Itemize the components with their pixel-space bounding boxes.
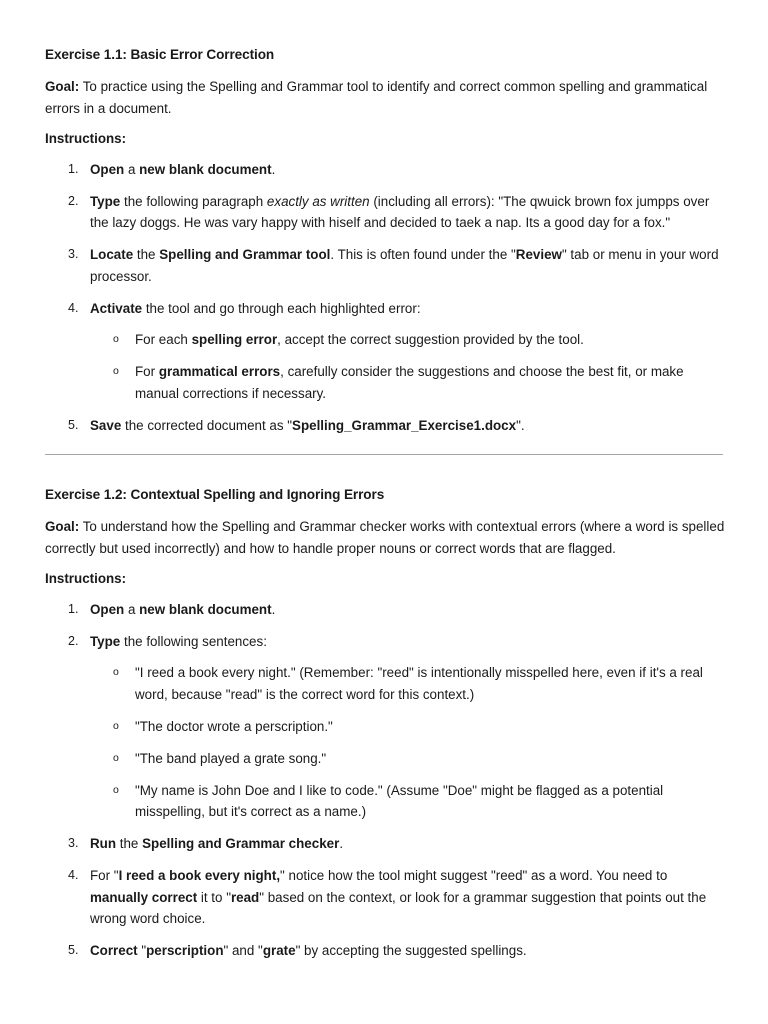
goal-text: To understand how the Spelling and Grammar checker works with contextual errors (where a word is spelled correctly but used incorrectly) and how to handle proper nouns or correct words that are flagged.	[45, 519, 725, 556]
step-3	[45, 833, 725, 855]
step-keyword: Run	[90, 836, 117, 851]
exercise-1-title: Exercise 1.1: Basic Error Correction	[45, 47, 275, 62]
step-text: the following sentences:	[120, 633, 267, 649]
sub-item	[90, 748, 725, 770]
step-keyword: Save	[90, 417, 122, 433]
exercise-1-goal	[45, 76, 725, 119]
sub-item	[90, 780, 725, 823]
step-keyword: read	[230, 889, 260, 905]
step-2	[45, 191, 725, 234]
sub-text: "The doctor wrote a perscription."	[135, 718, 333, 734]
step-2	[45, 631, 725, 823]
step-text: a	[124, 161, 140, 177]
exercise-1-steps	[45, 159, 725, 437]
step-text: .	[271, 601, 276, 617]
step-text: the	[116, 836, 143, 851]
step-keyword: new blank document	[139, 161, 272, 177]
bullet-icon: o	[113, 666, 119, 678]
exercise-2-steps	[45, 599, 725, 962]
step-number: 4.	[68, 300, 79, 315]
step-text: the corrected document as "	[121, 417, 293, 433]
step-keyword: perscription	[146, 943, 224, 958]
section-divider	[45, 454, 723, 455]
step-text: the tool and go through each highlighted error:	[142, 300, 421, 316]
goal-label: Goal:	[45, 519, 80, 534]
bullet-icon: o	[113, 365, 119, 377]
step-keyword: Spelling and Grammar checker	[142, 836, 340, 851]
step-number: 4.	[68, 868, 79, 882]
step-text: the following paragraph	[120, 193, 267, 209]
step-keyword: Open	[90, 161, 125, 177]
sub-item	[90, 361, 725, 404]
step-keyword: I reed a book every night,	[118, 868, 281, 883]
goal-label: Goal:	[45, 79, 80, 94]
step-keyword: Type	[90, 633, 121, 649]
goal-text: To practice using the Spelling and Grammar tool to identify and correct common spelling and grammatical errors in a document.	[45, 79, 708, 116]
step-number: 1.	[68, 161, 79, 176]
step-text: ".	[516, 417, 525, 433]
exercise-2-title: Exercise 1.2: Contextual Spelling and Ignoring Errors	[45, 487, 385, 502]
step-text: " and "	[223, 943, 263, 958]
step-text: (including all errors): "The qwuick brown fox jumpps over the lazy doggs. He was vary happy with hiself and decided to taek a nap. Its a good day for a fox."	[90, 193, 710, 230]
step-text: " by accepting the suggested spellings.	[295, 943, 527, 958]
step-number: 2.	[68, 633, 79, 648]
step-keyword: grate	[262, 943, 296, 958]
step-text: the	[133, 247, 160, 262]
sub-item	[90, 329, 725, 351]
step-number: 1.	[68, 601, 79, 616]
sub-text: , carefully consider the suggestions and choose the best fit, or make manual corrections if necessary.	[135, 364, 684, 401]
step-5	[45, 940, 725, 962]
step-keyword: Type	[90, 193, 121, 209]
step-4-sublist	[90, 329, 725, 404]
exercise-2-goal	[45, 516, 725, 559]
sub-text: "The band played a grate song."	[135, 750, 327, 766]
sub-text: For each	[135, 332, 192, 347]
step-text: . This is often found under the "	[330, 247, 516, 262]
step-4	[45, 298, 725, 405]
step-text: .	[339, 836, 344, 851]
step-keyword: Spelling and Grammar tool	[159, 247, 331, 262]
sub-item	[90, 716, 725, 738]
step-keyword: new blank document	[139, 601, 272, 617]
sub-text: "My name is John Doe and I like to code." (Assume "Doe" might be flagged as a potential misspelling, but it's correct as a name.)	[135, 782, 664, 819]
filename: Spelling_Grammar_Exercise1.docx	[292, 417, 517, 433]
step-number: 5.	[68, 943, 79, 957]
step-text: "	[137, 943, 147, 958]
step-keyword: Review	[515, 247, 562, 262]
exercise-1-section	[45, 44, 725, 447]
step-text: " notice how the tool might suggest "reed" as a word. You need to	[280, 868, 668, 883]
step-keyword: manually correct	[90, 889, 198, 905]
step-keyword: Correct	[90, 943, 138, 958]
exercise-2-section	[45, 484, 725, 972]
step-number: 2.	[68, 193, 79, 208]
sub-text: "I reed a book every night." (Remember: "reed" is intentionally misspelled here, even if it's a real word, because "read" is the correct word for this context.)	[135, 665, 703, 702]
step-text: " based on the context, or look for a grammar suggestion that points out the wrong word choice.	[90, 889, 707, 926]
step-keyword: Activate	[90, 300, 143, 316]
bullet-icon: o	[113, 783, 119, 796]
step-text: .	[271, 161, 276, 177]
sub-keyword: spelling error	[191, 332, 278, 347]
exercise-1-instructions-label: Instructions:	[45, 131, 127, 146]
step-number: 3.	[68, 836, 79, 850]
step-text: a	[124, 601, 140, 617]
step-emphasis: exactly as written	[266, 193, 370, 209]
step-4	[45, 865, 725, 930]
step-1	[45, 599, 725, 621]
step-5	[45, 415, 725, 437]
sub-keyword: grammatical errors	[158, 364, 281, 379]
step-1	[45, 159, 725, 181]
step-text: " tab or menu in your word processor.	[90, 247, 719, 284]
step-text: it to "	[197, 889, 231, 905]
bullet-icon: o	[113, 719, 119, 732]
step-number: 5.	[68, 417, 79, 432]
step-text: For "	[90, 868, 119, 883]
sub-text: , accept the correct suggestion provided by the tool.	[277, 332, 584, 347]
bullet-icon: o	[113, 333, 119, 345]
step-keyword: Locate	[90, 247, 134, 262]
sub-text: For	[135, 364, 159, 379]
exercise-2-instructions-label: Instructions:	[45, 571, 127, 586]
step-number: 3.	[68, 247, 79, 261]
sub-item	[90, 662, 725, 705]
step-keyword: Open	[90, 601, 125, 617]
bullet-icon: o	[113, 751, 119, 764]
step-3	[45, 244, 725, 287]
step-2-sublist	[90, 662, 725, 823]
